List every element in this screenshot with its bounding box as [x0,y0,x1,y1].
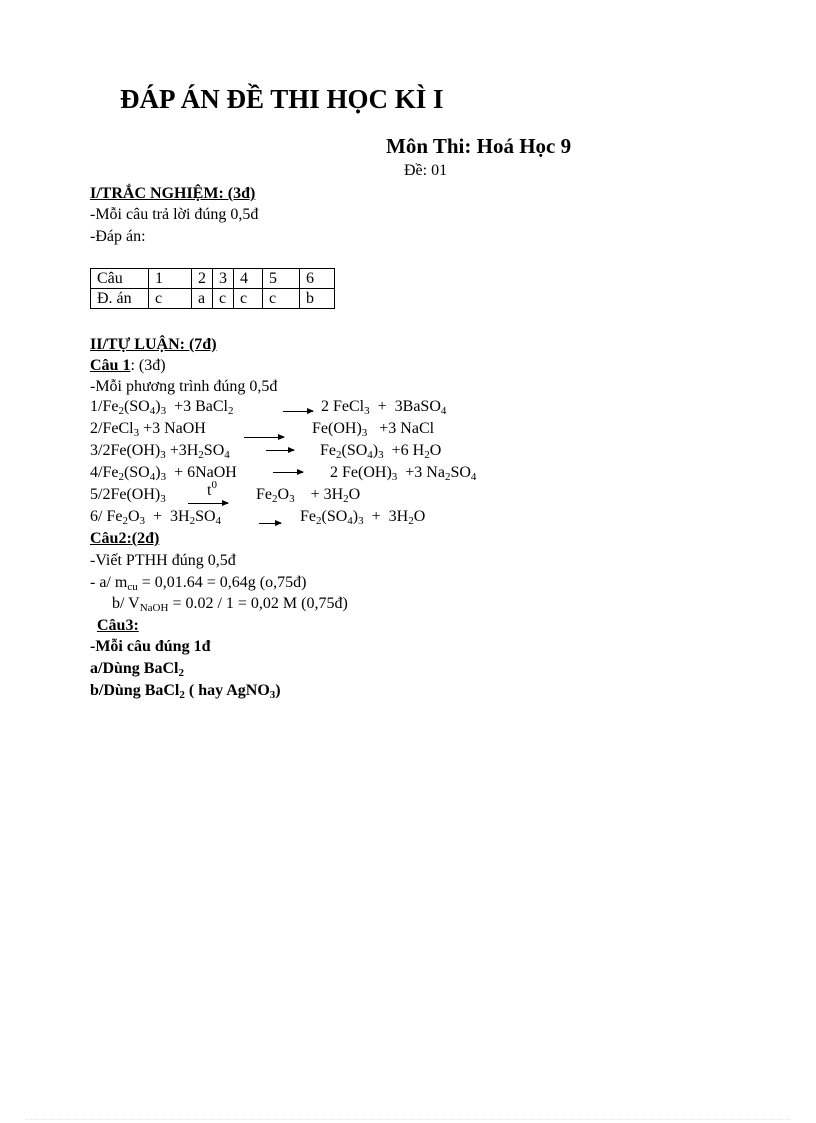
table-cell: 4 [234,269,263,289]
exam-code: Đề: 01 [404,162,448,179]
table-cell: 2 [192,269,213,289]
q3-scoring-note: -Mỗi câu đúng 1đ [90,638,211,655]
table-row [91,289,335,309]
table-cell: b [300,289,335,309]
q3-part-a-text: a/Dùng BaCl [90,660,179,677]
table-cell: 5 [263,269,300,289]
equation-3-products: $Fe_2(SO_4)_3 +6$ $H_2O$ [320,442,442,461]
table-cell: Đ. án [91,289,149,309]
page-title: ĐÁP ÁN ĐỀ THI HỌC KÌ I [120,84,444,114]
q3-part-b-alt: ( hay AgNO [184,682,270,699]
equation-5-condition: $t^0$ [207,479,217,499]
part1-answer-label: -Đáp án: [90,228,146,245]
equation-3-reactants: $3/2Fe(OH)_3 +3H_2SO_4$ [90,442,230,461]
equation-6-products: $Fe_2(SO_4)_3 + 3H_2O$ [300,508,426,527]
equation-6-reactants: 6/ $Fe_2O_3 + 3H_2SO_4$ [90,508,222,527]
reaction-arrow [266,450,294,451]
reaction-arrow [259,523,281,524]
equation-4-products: 2 $Fe(OH)_3 +3$ $Na_2SO_4$ [330,464,477,483]
part1-scoring-note: -Mỗi câu trả lời đúng 0,5đ [90,206,259,223]
equation-1-reactants: $1/Fe_2(SO_4)_3 +3$ BaCl$_2$ [90,398,234,417]
part1-heading: I/TRẮC NGHIỆM: (3đ) [90,185,256,202]
table-cell: c [213,289,234,309]
equation-4-reactants: $4/Fe_2(SO_4)_3$ + 6NaOH [90,464,237,483]
table-cell: 3 [213,269,234,289]
table-cell: c [234,289,263,309]
q3-part-b-text: b/Dùng BaCl [90,682,180,699]
equation-5-products: $Fe_2O_3$ + $3H_2O$ [256,486,361,505]
reaction-arrow [244,437,284,438]
equation-1-products: 2 FeCl$_3$ + 3BaSO$_4$ [321,398,447,417]
q3-part-b: b/Dùng BaCl$_2$ ( hay AgNO$_3$) [90,682,281,701]
table-cell: c [149,289,192,309]
part2-heading: II/TỰ LUẬN: (7đ) [90,336,217,353]
answer-table [90,268,335,309]
equation-2-reactants: 2/FeCl$_3$ +3 NaOH [90,420,206,439]
reaction-arrow [188,503,228,504]
q2-part-b-calc: = 0.02 / 1 = 0,02 M (0,75đ) [168,595,348,612]
reaction-arrow [283,411,313,412]
equation-5-reactants: $5/2Fe(OH)_3$ [90,486,166,505]
equation-2-products: $Fe(OH)_3 +3$ NaCl [312,420,435,439]
q1-scoring-note: -Mỗi phương trình đúng 0,5đ [90,378,278,395]
q2-part-b: b/ $V_{NaOH} = 0.02 / 1 = 0,02$ M (0,75đ) [112,595,348,614]
q3-part-a: a/Dùng BaCl$_2$ [90,660,184,679]
q1-label: Câu 1 [90,357,131,374]
table-cell: c [263,289,300,309]
page-footer-divider [26,1119,790,1120]
q2-part-a-calc: = 0,01.64 = 0,64g (o,75đ) [137,574,307,591]
q2-part-a: - a/ $m_{cu} = 0,01.64 = 0,64g$ (o,75đ) [90,574,307,593]
q1-heading [90,355,166,377]
q1-points: : (3đ) [130,357,166,374]
table-cell: 6 [300,269,335,289]
q2-heading: Câu2:(2đ) [90,530,160,547]
table-cell: a [192,289,213,309]
reaction-arrow [273,472,303,473]
table-cell: 1 [149,269,192,289]
table-row [91,269,335,289]
subject-line: Môn Thi: Hoá Học 9 [386,134,572,158]
q3-heading: Câu3: [97,617,139,634]
table-cell: Câu [91,269,149,289]
q2-scoring-note: -Viết PTHH đúng 0,5đ [90,552,236,569]
